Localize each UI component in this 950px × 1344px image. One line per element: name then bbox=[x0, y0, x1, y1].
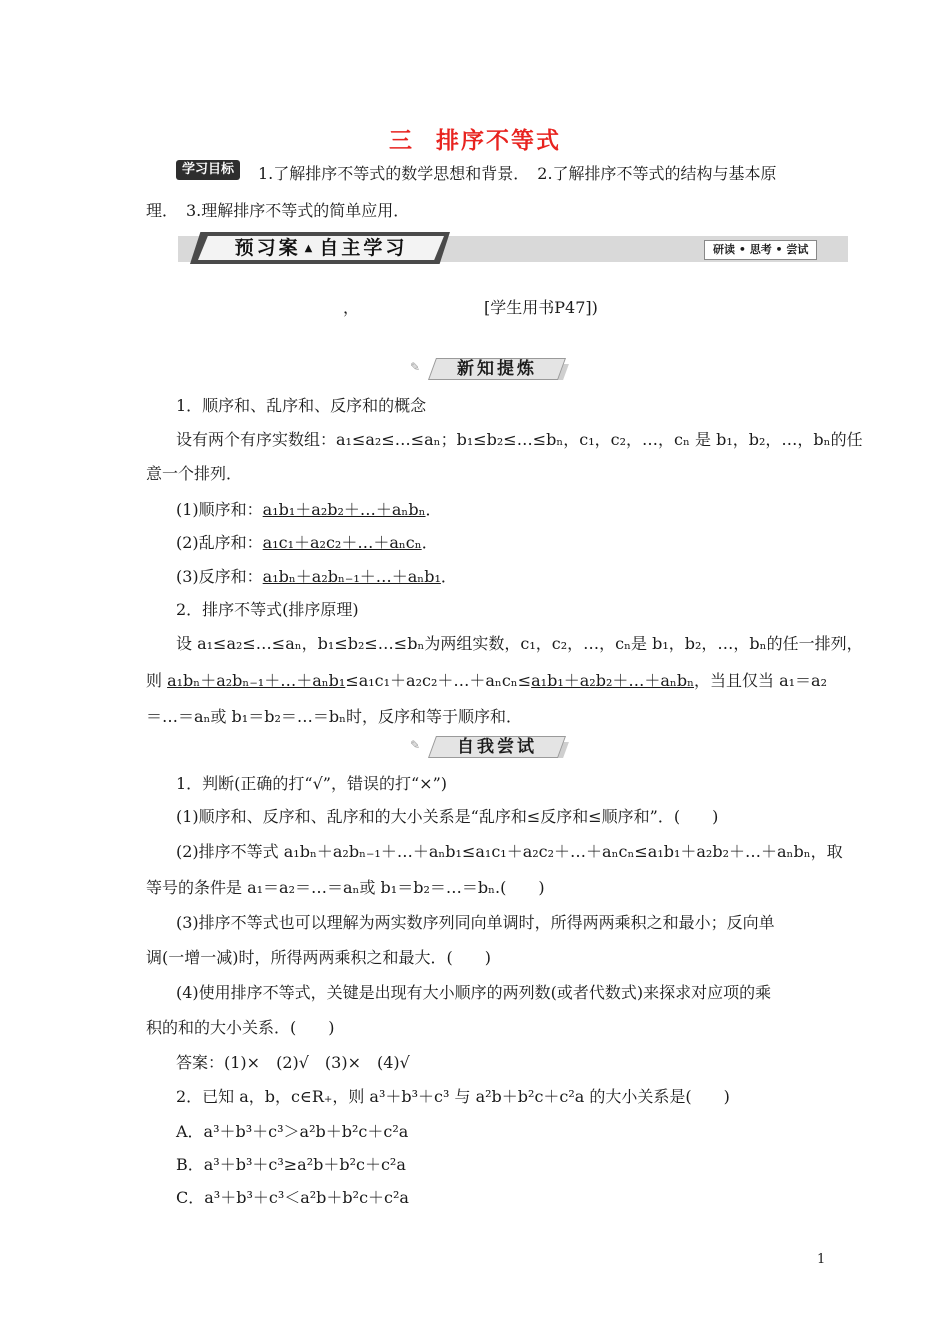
objectives-line-1: 1.了解排序不等式的数学思想和背景． 2.了解排序不等式的结构与基本原 bbox=[258, 164, 777, 183]
inequality-text-2 bbox=[146, 669, 827, 693]
question-1-heading: 1．判断(正确的打“√”，错误的打“×”) bbox=[176, 774, 447, 793]
banner-left-label: 预习案 bbox=[234, 237, 301, 259]
concept-heading: 1．顺序和、乱序和、反序和的概念 bbox=[176, 396, 427, 415]
question-2-stem: 2．已知 a，b，c∈R₊，则 a³＋b³＋c³ 与 a²b＋b²c＋c²a 的大小关系是( ) bbox=[176, 1087, 730, 1106]
ref-comma: ， bbox=[343, 298, 360, 317]
banner-tag: 研读 • 思考 • 尝试 bbox=[704, 240, 817, 260]
order-sum-line bbox=[176, 498, 442, 522]
period: ． bbox=[425, 500, 442, 519]
inequality-heading: 2．排序不等式(排序原理) bbox=[176, 600, 359, 619]
inequality-text-3: ＝…＝aₙ或 b₁＝b₂＝…＝bₙ时，反序和等于顺序和． bbox=[146, 707, 523, 726]
then-label: 则 bbox=[146, 671, 168, 690]
reverse-sum-blank: a₁bₙ＋a₂bₙ₋₁＋…＋aₙb₁ bbox=[167, 671, 346, 690]
option-c: C．a³＋b³＋c³＜a²b＋b²c＋c²a bbox=[176, 1188, 409, 1207]
book-reference: [学生用书P47]) bbox=[484, 298, 598, 317]
question-1-item-1: (1)顺序和、反序和、乱序和的大小关系是“乱序和≤反序和≤顺序和”．( ) bbox=[176, 807, 719, 826]
objectives-badge: 学习目标 bbox=[176, 160, 240, 180]
page-title bbox=[0, 122, 950, 155]
section-header-self-test bbox=[410, 736, 572, 760]
pencil-icon: ✎ bbox=[410, 738, 421, 752]
random-sum-line bbox=[176, 531, 438, 555]
random-sum-label: (2)乱序和： bbox=[176, 533, 263, 552]
question-1-item-2b: 等号的条件是 a₁＝a₂＝…＝aₙ或 b₁＝b₂＝…＝bₙ.( ) bbox=[146, 878, 545, 897]
section-title: 排序不等式 bbox=[436, 128, 561, 154]
condition-text: ，当且仅当 a₁＝a₂ bbox=[694, 671, 827, 690]
period: ． bbox=[421, 533, 438, 552]
section-header-label: 新知提炼 bbox=[457, 359, 537, 379]
section-header-label: 自我尝试 bbox=[457, 737, 537, 757]
pencil-icon: ✎ bbox=[410, 360, 421, 374]
option-a: A．a³＋b³＋c³＞a²b＋b²c＋c²a bbox=[176, 1122, 409, 1141]
section-number: 三 bbox=[389, 128, 414, 154]
option-b: B．a³＋b³＋c³≥a²b＋b²c＋c²a bbox=[176, 1155, 406, 1174]
reverse-sum-value: a₁bₙ＋a₂bₙ₋₁＋…＋aₙb₁ bbox=[262, 567, 441, 586]
answer-line: 答案：(1)× (2)√ (3)× (4)√ bbox=[176, 1053, 410, 1072]
banner-right-label: 自主学习 bbox=[319, 237, 408, 259]
objectives-line-2: 理． 3.理解排序不等式的简单应用． bbox=[146, 201, 410, 220]
question-1-item-2a: (2)排序不等式 a₁bₙ＋a₂bₙ₋₁＋…＋aₙb₁≤a₁c₁＋a₂c₂＋…＋aₙcₙ≤a₁b₁＋a₂b₂＋…＋aₙbₙ，取 bbox=[176, 842, 843, 861]
concept-text-1: 设有两个有序实数组：a₁≤a₂≤…≤aₙ；b₁≤b₂≤…≤bₙ，c₁，c₂，…，cₙ 是 b₁，b₂，…，bₙ的任 bbox=[176, 430, 863, 449]
question-1-item-4b: 积的和的大小关系．( ) bbox=[146, 1018, 335, 1037]
inequality-text-1: 设 a₁≤a₂≤…≤aₙ，b₁≤b₂≤…≤bₙ为两组实数，c₁，c₂，…，cₙ是 b₁，b₂，…，bₙ的任一排列， bbox=[176, 634, 863, 653]
concept-text-2: 意一个排列． bbox=[146, 464, 243, 483]
middle-expression: ≤a₁c₁＋a₂c₂＋…＋aₙcₙ≤ bbox=[345, 671, 532, 690]
reverse-sum-label: (3)反序和： bbox=[176, 567, 263, 586]
section-header-new-knowledge bbox=[410, 358, 572, 382]
order-sum-value: a₁b₁＋a₂b₂＋…＋aₙbₙ bbox=[262, 500, 426, 519]
order-sum-blank: a₁b₁＋a₂b₂＋…＋aₙbₙ bbox=[531, 671, 694, 690]
triangle-icon: ▲ bbox=[304, 242, 316, 254]
random-sum-value: a₁c₁＋a₂c₂＋…＋aₙcₙ bbox=[262, 533, 422, 552]
period: ． bbox=[440, 567, 457, 586]
page-number: 1 bbox=[817, 1252, 826, 1267]
question-1-item-3a: (3)排序不等式也可以理解为两实数序列同向单调时，所得两两乘积之和最小；反向单 bbox=[176, 913, 775, 932]
reverse-sum-line bbox=[176, 565, 457, 589]
order-sum-label: (1)顺序和： bbox=[176, 500, 263, 519]
banner-title bbox=[198, 236, 444, 260]
question-1-item-4a: (4)使用排序不等式，关键是出现有大小顺序的两列数(或者代数式)来探求对应项的乘 bbox=[176, 983, 772, 1002]
question-1-item-3b: 调(一增一减)时，所得两两乘积之和最大．( ) bbox=[146, 948, 491, 967]
